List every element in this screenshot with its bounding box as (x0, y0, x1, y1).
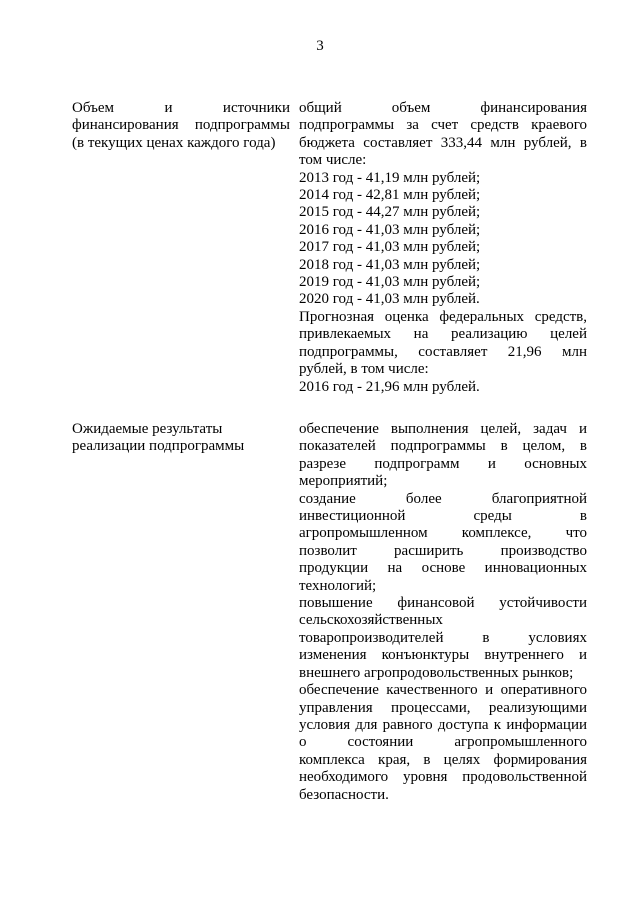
federal-line: подпрограммы, составляет 21,96 млн (299, 343, 587, 360)
result-item-line: изменения конъюнктуры внутреннего и (299, 647, 587, 664)
results-value (299, 421, 587, 804)
financing-label (72, 100, 290, 152)
financing-year-line: 2020 год - 41,03 млн рублей. (299, 291, 480, 308)
result-item-line: инвестиционной среды в (299, 508, 587, 525)
financing-year-line: 2018 год - 41,03 млн рублей; (299, 256, 481, 273)
result-item-line: разрезе подпрограмм и основных (299, 455, 587, 472)
page-number: 3 (316, 38, 324, 54)
financing-year-line: 2015 год - 44,27 млн рублей; (299, 204, 481, 221)
financing-intro-line: подпрограммы за счет средств краевого (299, 117, 587, 134)
result-item-line: повышение финансовой устойчивости (299, 595, 587, 612)
federal-line: Прогнозная оценка федеральных средств, (299, 308, 587, 325)
result-item-line: мероприятий; (299, 473, 388, 490)
financing-label-line: (в текущих ценах каждого года) (72, 134, 276, 151)
result-item-line: необходимого уровня продовольственной (299, 769, 587, 786)
result-item-line: сельскохозяйственных (299, 612, 443, 629)
federal-line: рублей, в том числе: (299, 361, 429, 378)
result-item-line: создание более благоприятной (299, 490, 587, 507)
result-item-line: товаропроизводителей в условиях (299, 629, 587, 646)
financing-intro-line: общий объем финансирования (299, 100, 587, 116)
financing-label-line: финансирования подпрограммы (72, 117, 290, 134)
financing-year-line: 2019 год - 41,03 млн рублей; (299, 274, 481, 291)
result-item-line: обеспечение выполнения целей, задач и (299, 421, 587, 437)
financing-year-line: 2017 год - 41,03 млн рублей; (299, 239, 481, 256)
result-item-line: комплекса края, в целях формирования (299, 751, 587, 768)
result-item-line: продукции на основе инновационных (299, 560, 587, 577)
financing-year-line: 2013 год - 41,19 млн рублей; (299, 169, 481, 186)
result-item-line: управления процессами, реализующими (299, 699, 587, 716)
result-item-line: показателей подпрограммы в целом, в (299, 438, 587, 455)
financing-year-line: 2014 год - 42,81 млн рублей; (299, 187, 481, 204)
financing-value (299, 100, 587, 396)
financing-label-line: Объем и источники (72, 100, 290, 116)
results-label (72, 421, 290, 456)
result-item-line: о состоянии агропромышленного (299, 734, 587, 751)
result-item-line: обеспечение качественного и оперативного (299, 682, 587, 699)
federal-line: привлекаемых на реализацию целей (299, 326, 587, 343)
result-item-line: внешнего агропродовольственных рынков; (299, 664, 574, 681)
result-item-line: технологий; (299, 577, 377, 594)
financing-intro-line: бюджета составляет 333,44 млн рублей, в (299, 134, 587, 151)
financing-intro-line: том числе: (299, 152, 367, 169)
financing-year-line: 2016 год - 41,03 млн рублей; (299, 221, 481, 238)
result-item-line: позволит расширить производство (299, 542, 587, 559)
result-item-line: агропромышленном комплексе, что (299, 525, 587, 542)
results-label-line: реализации подпрограммы (72, 438, 245, 455)
result-item-line: безопасности. (299, 786, 389, 803)
federal-year-line: 2016 год - 21,96 млн рублей. (299, 378, 480, 395)
result-item-line: условия для равного доступа к информации (299, 716, 587, 733)
results-label-line: Ожидаемые результаты (72, 421, 223, 437)
